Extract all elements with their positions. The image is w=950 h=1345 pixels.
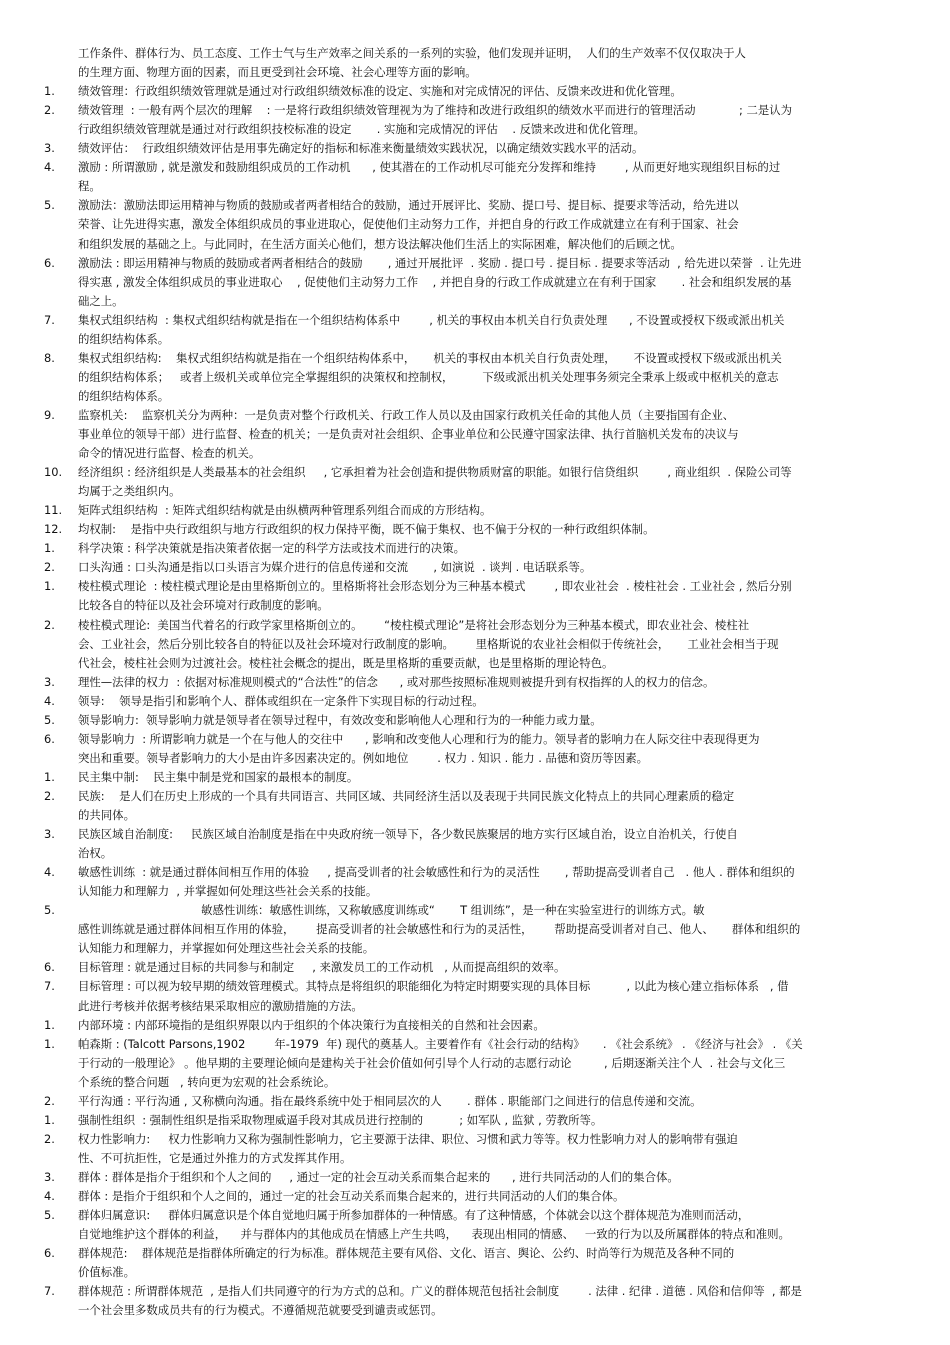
- text-line: [0, 1206, 950, 1225]
- line-text: 荣誉、让先进得实惠，激发全体组织成员的事业进取心，促使他们主动努力工作，并把自身的行政工作成就建立在有利于国家、社会: [78, 217, 739, 232]
- text-line: [0, 273, 950, 292]
- item-number: 6.: [44, 1246, 55, 1261]
- line-text: 集权式组织结构 : 集权式组织结构就是指在一个组织结构体系中 , 机关的事权由本机关自行负责处理 , 不设置或授权下级或派出机关: [78, 312, 785, 327]
- text-line: [0, 768, 950, 787]
- text-line: [0, 139, 950, 158]
- line-text: 科学决策 : 科学决策就是指决策者依据一定的科学方法或技术而进行的决策。: [78, 541, 465, 556]
- text-line: [0, 1244, 950, 1263]
- text-line: [0, 997, 950, 1016]
- line-text: 棱柱模式理论: 美国当代着名的行政学家里格斯创立的。 “棱柱模式理论”是将社会形态划分为三种基本模式，即农业社会、棱柱社: [78, 617, 750, 632]
- text-line: [0, 520, 950, 539]
- item-number: 5.: [44, 712, 55, 727]
- text-line: [0, 406, 950, 425]
- text-line: [0, 920, 950, 939]
- text-line: [0, 539, 950, 558]
- text-line: [0, 82, 950, 101]
- text-line: [0, 1282, 950, 1301]
- line-text: 群体规范 : 所谓群体规范 , 是指人们共同遵守的行为方式的总和。广义的群体规范包括社会制度 . 法律 . 纪律 . 道德 . 风俗和信仰等 , 都是: [78, 1284, 802, 1299]
- text-line: [0, 215, 950, 234]
- text-line: [0, 1149, 950, 1168]
- line-text: 个系统的整合问题 , 转向更为宏观的社会系统论。: [78, 1074, 336, 1089]
- item-number: 2.: [44, 1131, 55, 1146]
- text-line: [0, 673, 950, 692]
- line-text: 群体规范: 群体规范是指群体所确定的行为标准。群体规范主要有风俗、文化、语言、舆论、公约、时尚等行为规范及各种不同的: [78, 1246, 735, 1261]
- item-number: 9.: [44, 407, 55, 422]
- line-text: 棱柱模式理论 : 棱柱模式理论是由里格斯创立的。里格斯将社会形态划分为三种基本模式 , 即农业社会 . 棱柱社会 . 工业社会 , 然后分别: [78, 579, 792, 594]
- text-line: [0, 1092, 950, 1111]
- line-text: 目标管理 : 可以视为较早期的绩效管理模式。其特点是将组织的职能细化为特定时期要实现的具体目标 , 以此为核心建立指标体系 , 借: [78, 979, 789, 994]
- line-text: 口头沟通 : 口头沟通是指以口头语言为媒介进行的信息传递和交流 , 如演说 . 谈判 . 电话联系等。: [78, 560, 592, 575]
- text-line: [0, 654, 950, 673]
- item-number: 1.: [44, 84, 55, 99]
- line-text: 突出和重要。领导者影响力的大小是由许多因素决定的。例如地位 . 权力 . 知识 . 能力 . 品德和资历等因素。: [78, 750, 648, 765]
- line-text: 的组织结构体系； 或者上级机关或单位完全掌握组织的决策权和控制权， 下级或派出机关处理事务须完全秉承上级或中枢机关的意志: [78, 369, 779, 384]
- line-text: 工作条件、群体行为、员工态度、工作士气与生产效率之间关系的一系列的实验，他们发现并证明， 人们的生产效率不仅仅取决于人: [78, 46, 746, 60]
- line-text: 程。: [78, 179, 101, 194]
- line-text: 础之上。: [78, 293, 124, 308]
- text-line: [0, 939, 950, 958]
- text-line: [0, 1073, 950, 1092]
- line-text: 民族区域自治制度: 民族区域自治制度是指在中央政府统一领导下，各少数民族聚居的地方实行区域自治，设立自治机关，行使自: [78, 827, 738, 842]
- line-text: 和组织发展的基础之上。与此同时，在生活方面关心他们，想方设法解决他们生活上的实际困难，解决他们的后顾之忧。: [78, 236, 682, 251]
- line-text: 认知能力和理解力 , 并掌握如何处理这些社会关系的技能。: [78, 884, 378, 899]
- text-line: [0, 730, 950, 749]
- text-line: [0, 882, 950, 901]
- text-line: [0, 425, 950, 444]
- item-number: 1.: [44, 769, 55, 784]
- text-line: [0, 1301, 950, 1320]
- line-text: 代社会，棱柱社会则为过渡社会。棱柱社会概念的提出，既是里格斯的重要贡献，也是里格斯的理论特色。: [78, 655, 614, 670]
- text-line: [0, 1187, 950, 1206]
- item-number: 1.: [44, 579, 55, 594]
- line-text: 经济组织 : 经济组织是人类最基本的社会组织 , 它承担着为社会创造和提供物质财富的职能。如银行信贷组织 , 商业组织 . 保险公司等: [78, 465, 792, 480]
- item-number: 1.: [44, 1017, 55, 1032]
- text-line: [0, 196, 950, 215]
- line-text: 内部环境 : 内部环境指的是组织界限以内于组织的个体决策行为直接相关的自然和社会因素。: [78, 1017, 545, 1032]
- line-text: 价值标准。: [78, 1265, 135, 1280]
- text-line: [0, 311, 950, 330]
- line-text: 理性—法律的权力 : 依据对标准规则模式的“合法性”的信念 , 或对那些按照标准规则被提升到有权指挥的人的权力的信念。: [78, 674, 715, 689]
- line-text: 绩效管理 : 一般有两个层次的理解 : 一是将行政组织绩效管理视为为了维持和改进行政组织的绩效水平而进行的管理活动 ; 二是认为: [78, 103, 793, 118]
- line-text: 感性训练就是通过群体间相互作用的体验， 提高受训者的社会敏感性和行为的灵活性， 帮助提高受训者对自己、他人、 群体和组织的: [78, 922, 801, 937]
- text-line: [0, 1225, 950, 1244]
- item-number: 3.: [44, 827, 55, 842]
- text-line: [0, 806, 950, 825]
- text-line: [0, 635, 950, 654]
- text-line: [0, 1054, 950, 1073]
- text-line: [0, 711, 950, 730]
- line-text: 领导影响力: 领导影响力就是领导者在领导过程中，有效改变和影响他人心理和行为的一种能力或力量。: [78, 712, 602, 727]
- item-number: 1.: [44, 1112, 55, 1127]
- line-text: 一个社会里多数成员共有的行为模式。不遵循规范就要受到谴责或惩罚。: [78, 1303, 443, 1318]
- line-text: 的共同体。: [78, 808, 135, 822]
- text-line: [0, 1016, 950, 1035]
- line-text: 领导: 领导是指引和影响个人、群体或组织在一定条件下实现目标的行动过程。: [78, 693, 484, 708]
- line-text: 敏感性训练：敏感性训练，又称敏感度训练或“ T 组训练”，是一种在实验室进行的训练方式。敏: [78, 903, 705, 918]
- line-text: 事业单位的领导干部）进行监督、检查的机关；一是负责对社会组织、企事业单位和公民遵守国家法律、执行首脑机关发布的决议与: [78, 427, 739, 441]
- line-text: 监察机关: 监察机关分为两种：一是负责对整个行政机关、行政工作人员以及由国家行政机关任命的其他人员（主要指国有企业、: [78, 407, 735, 422]
- item-number: 4.: [44, 1189, 55, 1203]
- item-number: 6.: [44, 731, 55, 746]
- line-text: 群体归属意识: 群体归属意识是个体自觉地归属于所参加群体的一种情感。有了这种情感，个体就会以这个群体规范为准则而活动，: [78, 1208, 750, 1223]
- text-line: [0, 387, 950, 406]
- text-line: [0, 787, 950, 806]
- line-text: 民族: 是人们在历史上形成的一个具有共同语言、共同区域、共同经济生活以及表现于共同民族文化特点上的共同心理素质的稳定: [78, 788, 735, 803]
- text-line: [0, 863, 950, 882]
- line-text: 强制性组织 : 强制性组织是指采取物理威逼手段对其成员进行控制的 ; 如军队 , 监狱 , 劳教所等。: [78, 1112, 603, 1127]
- item-number: 7.: [44, 312, 55, 327]
- text-line: [0, 596, 950, 615]
- text-line: [0, 977, 950, 996]
- item-number: 1.: [44, 541, 55, 556]
- text-line: [0, 501, 950, 520]
- text-line: [0, 292, 950, 311]
- line-text: 群体 : 是指介于组织和个人之间的，通过一定的社会互动关系而集合起来的，进行共同活动的人们的集合体。: [78, 1189, 625, 1203]
- line-text: 此进行考核并依据考核结果采取相应的激励措施的方法。: [78, 998, 363, 1013]
- text-line: [0, 616, 950, 635]
- line-text: 均权制: 是指中央行政组织与地方行政组织的权力保持平衡，既不偏于集权、也不偏于分权的一种行政组织体制。: [78, 522, 655, 537]
- line-text: 目标管理 : 就是通过目标的共同参与和制定 , 来激发员工的工作动机 , 从而提高组织的效率。: [78, 960, 566, 975]
- item-number: 3.: [44, 1169, 55, 1184]
- line-text: 的组织结构体系。: [78, 388, 170, 403]
- item-number: 7.: [44, 979, 55, 994]
- line-text: 敏感性训练 : 就是通过群体间相互作用的体验 , 提高受训者的社会敏感性和行为的灵活性 , 帮助提高受训者自己 . 他人 . 群体和组织的: [78, 865, 795, 880]
- line-text: 集权式组织结构: 集权式组织结构就是指在一个组织结构体系中， 机关的事权由本机关自行负责处理， 不设置或授权下级或派出机关: [78, 350, 782, 365]
- text-line: [0, 349, 950, 368]
- item-number: 5.: [44, 1208, 55, 1223]
- item-number: 6.: [44, 255, 55, 270]
- item-number: 4.: [44, 693, 55, 708]
- text-line: [0, 825, 950, 844]
- text-line: [0, 749, 950, 768]
- text-line: [0, 1111, 950, 1130]
- line-text: 认知能力和理解力，并掌握如何处理这些社会关系的技能。: [78, 941, 375, 956]
- text-line: [0, 463, 950, 482]
- line-text: 群体 : 群体是指介于组织和个人之间的 , 通过一定的社会互动关系而集合起来的 , 进行共同活动的人们的集合体。: [78, 1169, 679, 1184]
- text-line: [0, 901, 950, 920]
- text-line: [0, 482, 950, 501]
- line-text: 会、工业社会，然后分别比较各自的特征以及社会环境对行政制度的影响。 里格斯说的农业社会相似于传统社会， 工业社会相当于现: [78, 636, 779, 651]
- text-line: [0, 177, 950, 196]
- item-number: 4.: [44, 865, 55, 880]
- line-text: 矩阵式组织结构 : 矩阵式组织结构就是由纵横两种管理系列组合而成的方形结构。: [78, 503, 492, 518]
- text-line: [0, 158, 950, 177]
- item-number: 8.: [44, 350, 55, 365]
- line-text: 比较各自的特征以及社会环境对行政制度的影响。: [78, 598, 329, 613]
- text-line: [0, 844, 950, 863]
- text-line: [0, 1035, 950, 1054]
- line-text: 帕森斯 : (Talcott Parsons,1902 年-1979 年) 现代的奠基人。主要着作有《社会行动的结构》 . 《社会系统》 . 《经济与社会》 . 《关: [78, 1036, 803, 1051]
- line-text: 激励法：激励法即运用精神与物质的鼓励或者两者相结合的鼓励，通过开展评比、奖励、提口号、提目标、提要求等活动，给先进以: [78, 198, 739, 213]
- text-line: [0, 577, 950, 596]
- text-line: [0, 63, 950, 82]
- item-number: 5.: [44, 903, 55, 918]
- text-line: [0, 958, 950, 977]
- line-text: 的生理方面、物理方面的因素，而且更受到社会环境、社会心理等方面的影响。: [78, 65, 477, 80]
- line-text: 民主集中制: 民主集中制是党和国家的最根本的制度。: [78, 769, 359, 784]
- line-text: 性、不可抗拒性，它是通过外推力的方式发挥其作用。: [78, 1150, 352, 1165]
- item-number: 4.: [44, 160, 55, 175]
- text-line: [0, 1130, 950, 1149]
- item-number: 2.: [44, 1093, 55, 1108]
- line-text: 激励 : 所谓激励 , 就是激发和鼓励组织成员的工作动机 , 使其潜在的工作动机尽可能充分发挥和维持 , 从而更好地实现组织目标的过: [78, 160, 781, 175]
- text-line: [0, 254, 950, 273]
- item-number: 2.: [44, 103, 55, 118]
- line-text: 绩效评估： 行政组织绩效评估是用事先确定好的指标和标准来衡量绩效实践状况，以确定绩效实践水平的活动。: [78, 141, 644, 156]
- item-number: 3.: [44, 141, 55, 156]
- line-text: 治权。: [78, 846, 113, 861]
- line-text: 行政组织绩效管理就是通过对行政组织技校标准的设定 . 实施和完成情况的评估 . 反馈来改进和优化管理。: [78, 122, 645, 137]
- text-line: [0, 330, 950, 349]
- text-line: [0, 101, 950, 120]
- line-text: 均属于之类组织内。: [78, 484, 181, 499]
- line-text: 激励法 : 即运用精神与物质的鼓励或者两者相结合的鼓励 , 通过开展批评 . 奖励 . 提口号 . 提目标 . 提要求等活动 , 给先进以荣誉 . 让先进: [78, 255, 802, 270]
- text-line: [0, 558, 950, 577]
- text-line: [0, 692, 950, 711]
- line-text: 的组织结构体系。: [78, 331, 170, 346]
- item-number: 3.: [44, 674, 55, 689]
- text-line: [0, 120, 950, 139]
- item-number: 1.: [44, 1036, 55, 1051]
- item-number: 10.: [44, 465, 63, 480]
- line-text: 于行动的一般理论》 。他早期的主要理论倾向是建构关于社会价值如何引导个人行动的志愿行动论 , 后期逐渐关注个人 . 社会与文化三: [78, 1055, 786, 1070]
- line-text: 绩效管理：行政组织绩效管理就是通过对行政组织绩效标准的设定、实施和对完成情况的评估、反馈来改进和优化管理。: [78, 84, 682, 99]
- item-number: 5.: [44, 198, 55, 213]
- item-number: 7.: [44, 1284, 55, 1299]
- line-text: 权力性影响力: 权力性影响力又称为强制性影响力，它主要源于法律、职位、习惯和武力等等。权力性影响力对人的影响带有强迫: [78, 1131, 738, 1146]
- item-number: 11.: [44, 503, 63, 518]
- text-line: [0, 444, 950, 463]
- text-line: [0, 1168, 950, 1187]
- text-line: [0, 1263, 950, 1282]
- item-number: 6.: [44, 960, 55, 975]
- item-number: 12.: [44, 522, 63, 537]
- item-number: 2.: [44, 617, 55, 632]
- line-text: 领导影响力 : 所谓影响力就是一个在与他人的交往中 , 影响和改变他人心理和行为的能力。领导者的影响力在人际交往中表现得更为: [78, 731, 760, 746]
- text-line: [0, 368, 950, 387]
- line-text: 自觉地维护这个群体的利益， 并与群体内的其他成员在情感上产生共鸣， 表现出相同的情感、 一致的行为以及所属群体的特点和准则。: [78, 1227, 790, 1242]
- text-line: [0, 44, 950, 63]
- text-line: [0, 235, 950, 254]
- item-number: 2.: [44, 560, 55, 575]
- line-text: 命令的情况进行监督、检查的机关。: [78, 446, 261, 461]
- line-text: 平行沟通 : 平行沟通 , 又称横向沟通。指在最终系统中处于相同层次的人 . 群体 . 职能部门之间进行的信息传递和交流。: [78, 1093, 702, 1108]
- line-text: 得实惠 , 激发全体组织成员的事业进取心 , 促使他们主动努力工作 , 并把自身的行政工作成就建立在有利于国家 . 社会和组织发展的基: [78, 274, 792, 289]
- item-number: 2.: [44, 788, 55, 803]
